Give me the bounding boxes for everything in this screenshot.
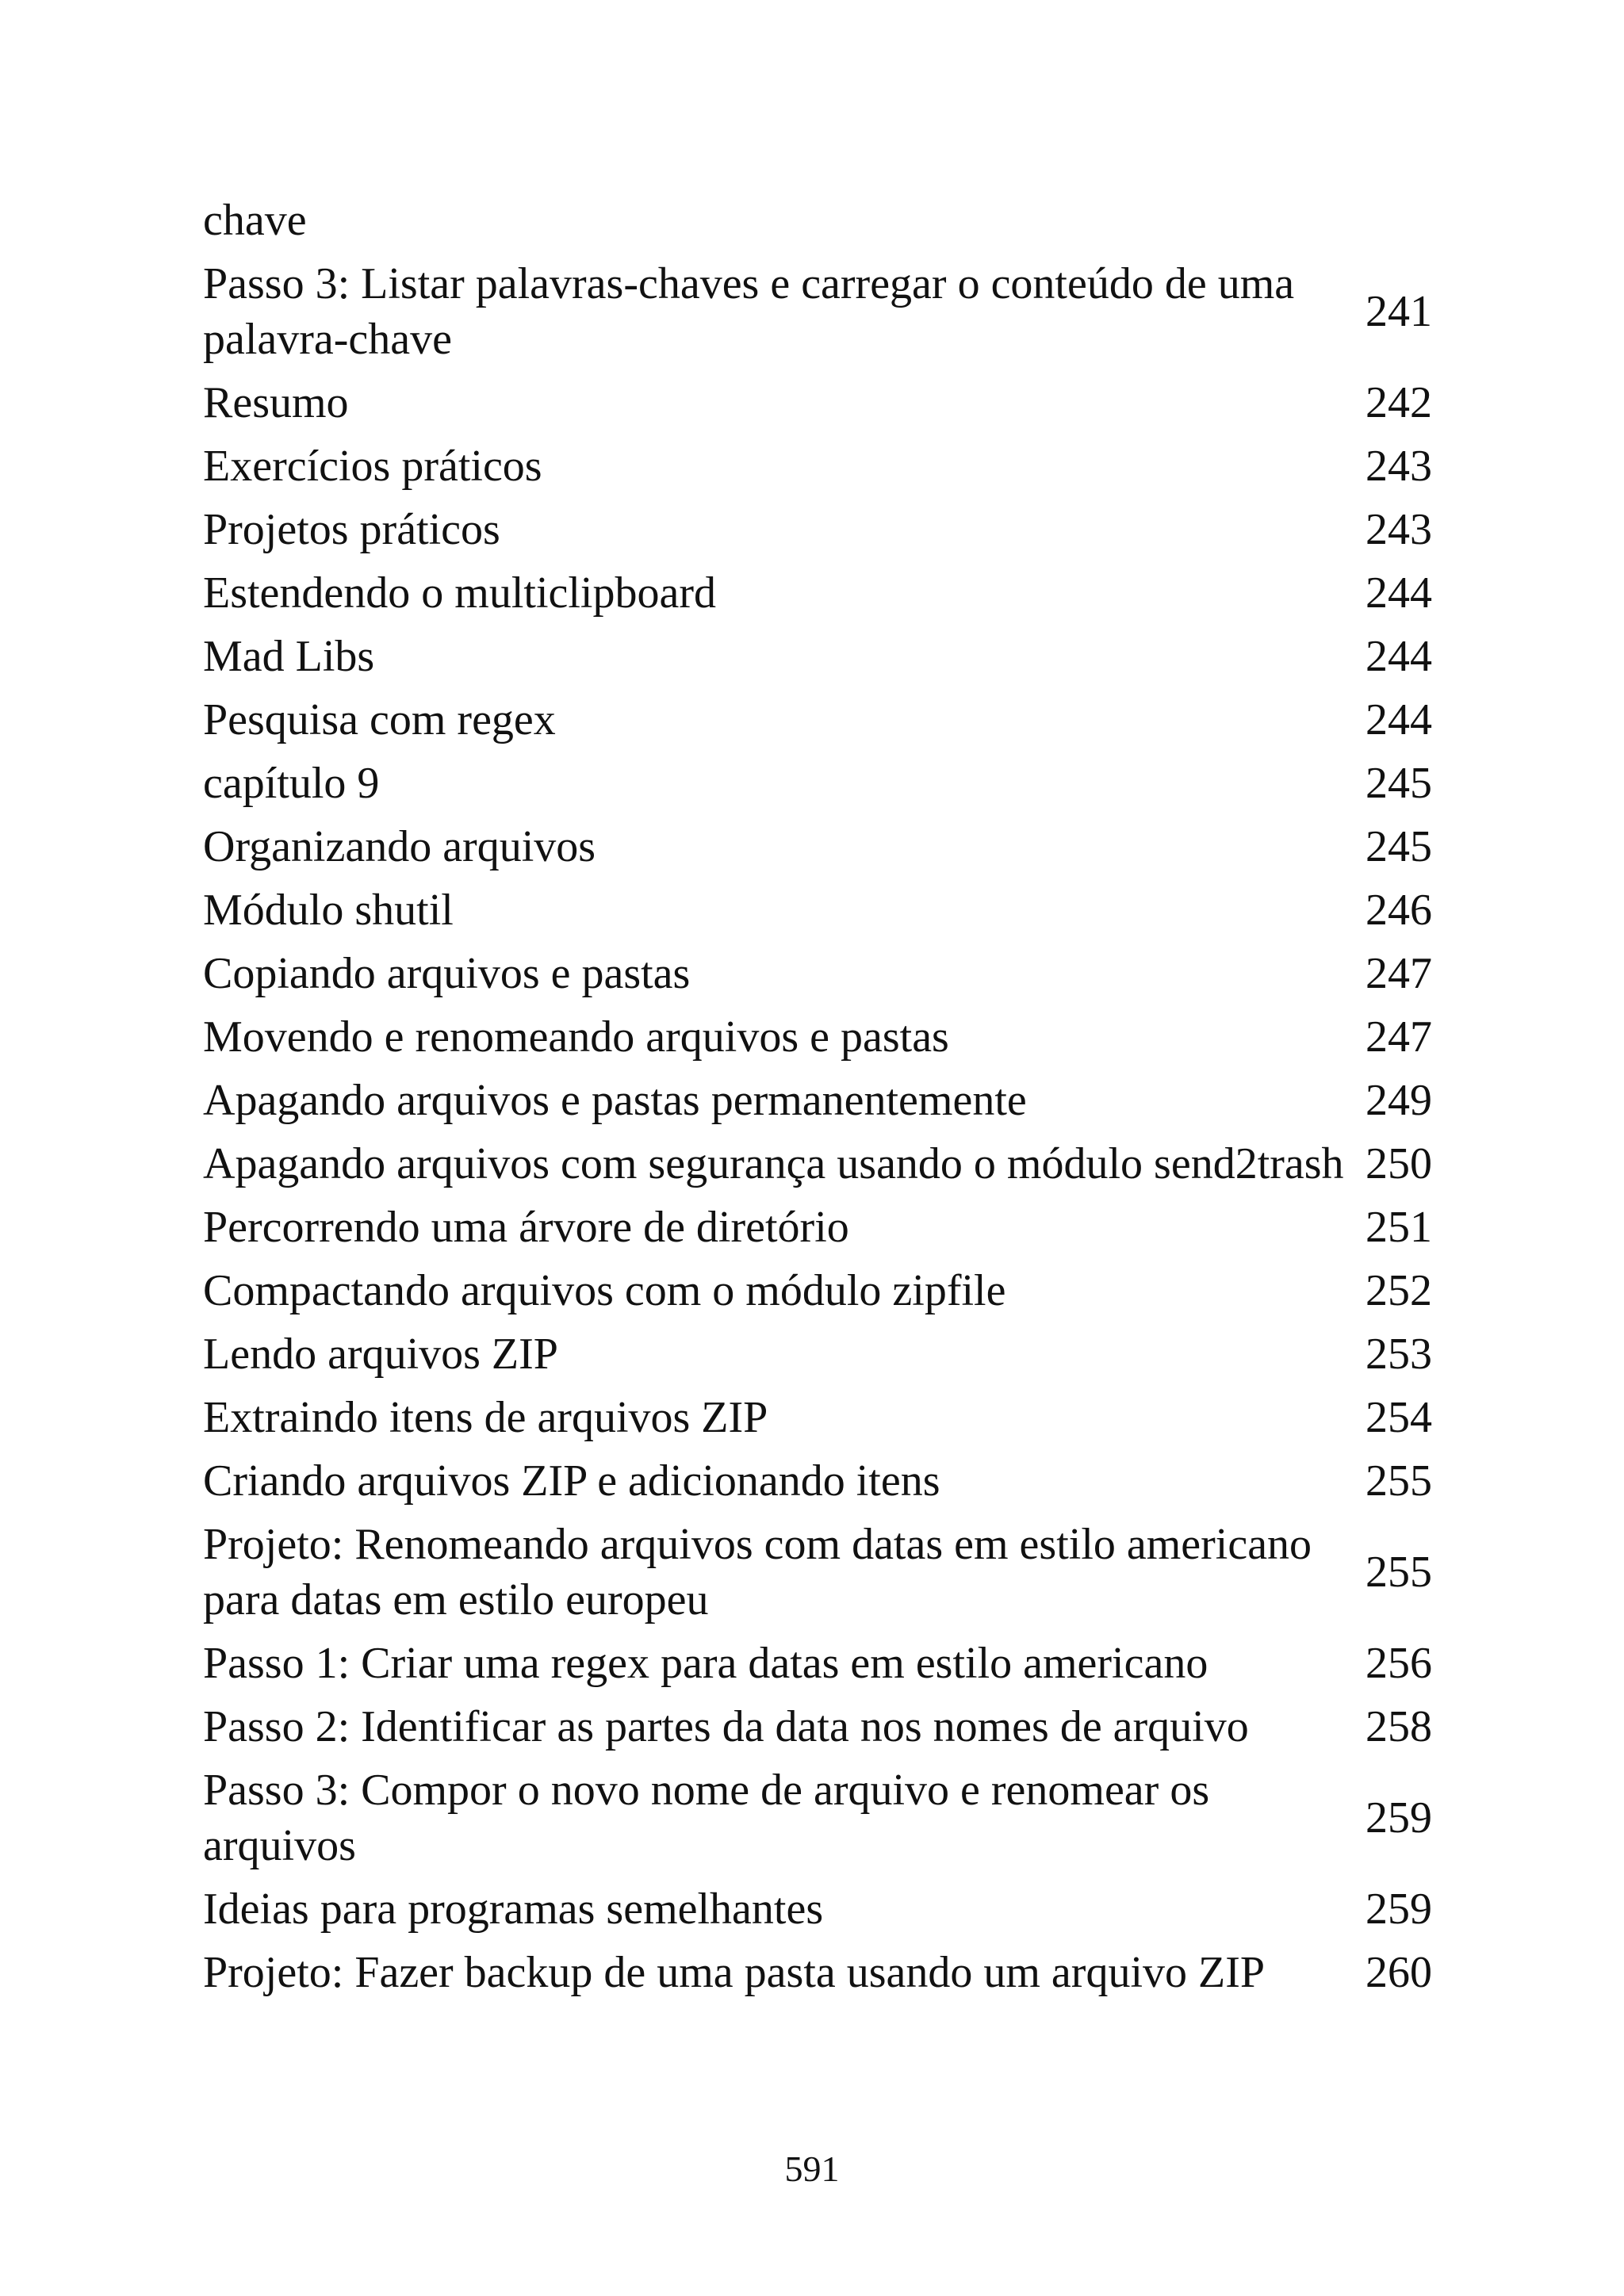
toc-entry-title: Movendo e renomeando arquivos e pastas: [203, 1012, 949, 1062]
toc-entry: [203, 1699, 1432, 1755]
page-number: 591: [784, 2149, 840, 2189]
toc-entry-page: 260: [1365, 1948, 1432, 1997]
toc-entry-page: 253: [1365, 1330, 1432, 1379]
toc-entry-title: Passo 3: Listar palavras-chaves e carregar o conteúdo de uma palavra-chave: [203, 259, 1295, 364]
toc-entry-title: Passo 1: Criar uma regex para datas em estilo americano: [203, 1639, 1208, 1688]
toc-entry: [203, 756, 1432, 811]
toc-entry-title: Apagando arquivos e pastas permanentemente: [203, 1076, 1027, 1125]
toc-entry-page: 245: [1365, 822, 1432, 871]
toc-entry: [203, 1945, 1432, 2000]
toc-entry-page: 254: [1365, 1393, 1432, 1442]
toc-entry-page: 251: [1365, 1203, 1432, 1252]
toc-entry-page: 255: [1365, 1456, 1432, 1506]
toc-entry: [203, 1453, 1432, 1509]
toc-entry: [203, 1009, 1432, 1065]
toc-entry: [203, 946, 1432, 1001]
toc-entry-title: Apagando arquivos com segurança usando o módulo send2trash: [203, 1139, 1344, 1188]
toc-entry-title: capítulo 9: [203, 759, 380, 808]
toc-continuation-line: [203, 193, 1432, 248]
toc-entry-title: Extraindo itens de arquivos ZIP: [203, 1393, 768, 1442]
toc-entry-title: Estendendo o multiclipboard: [203, 568, 716, 618]
toc-entry-page: 243: [1365, 505, 1432, 554]
toc-entry-title: Compactando arquivos com o módulo zipfile: [203, 1266, 1006, 1315]
toc-entry: [203, 1390, 1432, 1445]
toc-entry-page: 243: [1365, 442, 1432, 491]
toc-entry-title: Copiando arquivos e pastas: [203, 949, 691, 998]
toc-entry-page: 246: [1365, 886, 1432, 935]
toc-entry-page: 259: [1365, 1793, 1432, 1843]
toc-entry-page: 247: [1365, 1012, 1432, 1062]
toc-entry: [203, 1073, 1432, 1128]
toc-entry-page: 241: [1365, 287, 1432, 336]
table-of-contents: [203, 193, 1432, 2008]
toc-entry: [203, 819, 1432, 874]
toc-entry: [203, 565, 1432, 621]
toc-entry-title: Criando arquivos ZIP e adicionando itens: [203, 1456, 940, 1506]
toc-entry: [203, 1517, 1432, 1628]
toc-entry-title: Passo 2: Identificar as partes da data nos nomes de arquivo: [203, 1702, 1249, 1751]
toc-entry: [203, 375, 1432, 430]
toc-entry-page: 247: [1365, 949, 1432, 998]
toc-entry-page: 242: [1365, 378, 1432, 427]
toc-entry-page: 255: [1365, 1548, 1432, 1597]
toc-entry: [203, 1136, 1432, 1192]
toc-entry-title: Projeto: Fazer backup de uma pasta usando um arquivo ZIP: [203, 1948, 1265, 1997]
toc-entry-title: Projetos práticos: [203, 505, 500, 554]
toc-entry-page: 250: [1365, 1139, 1432, 1188]
toc-entry-page: 244: [1365, 695, 1432, 744]
toc-entry-title: Organizando arquivos: [203, 822, 596, 871]
toc-entry-title: Módulo shutil: [203, 886, 454, 935]
toc-entry: [203, 1326, 1432, 1382]
toc-entry: [203, 692, 1432, 748]
toc-entry-title: Resumo: [203, 378, 349, 427]
toc-entry-title: Lendo arquivos ZIP: [203, 1330, 558, 1379]
toc-entry-title: Pesquisa com regex: [203, 695, 556, 744]
toc-entry: [203, 438, 1432, 494]
toc-entry-page: 249: [1365, 1076, 1432, 1125]
toc-entry: [203, 1762, 1432, 1873]
toc-entry-page: 244: [1365, 632, 1432, 681]
toc-entry: [203, 1263, 1432, 1318]
toc-entry: [203, 1636, 1432, 1691]
toc-entry-page: 244: [1365, 568, 1432, 618]
toc-entry-title: Exercícios práticos: [203, 442, 542, 491]
toc-entry-page: 252: [1365, 1266, 1432, 1315]
toc-entry-page: 259: [1365, 1885, 1432, 1934]
toc-entry: [203, 1881, 1432, 1937]
toc-entry: [203, 502, 1432, 557]
toc-entry: [203, 629, 1432, 684]
toc-entry-page: 256: [1365, 1639, 1432, 1688]
toc-entry: [203, 882, 1432, 938]
toc-entry-title: Percorrendo uma árvore de diretório: [203, 1203, 849, 1252]
toc-entry-title: Mad Libs: [203, 632, 375, 681]
toc-entry-title: Passo 3: Compor o novo nome de arquivo e renomear os arquivos: [203, 1766, 1210, 1870]
toc-entry: [203, 256, 1432, 367]
toc-entry-title: Ideias para programas semelhantes: [203, 1885, 824, 1934]
toc-entry: [203, 1200, 1432, 1255]
toc-entry-title: Projeto: Renomeando arquivos com datas em estilo americano para datas em estilo europeu: [203, 1520, 1312, 1624]
toc-entry-page: 258: [1365, 1702, 1432, 1751]
toc-entry-page: 245: [1365, 759, 1432, 808]
toc-entry-title: chave: [203, 196, 307, 245]
